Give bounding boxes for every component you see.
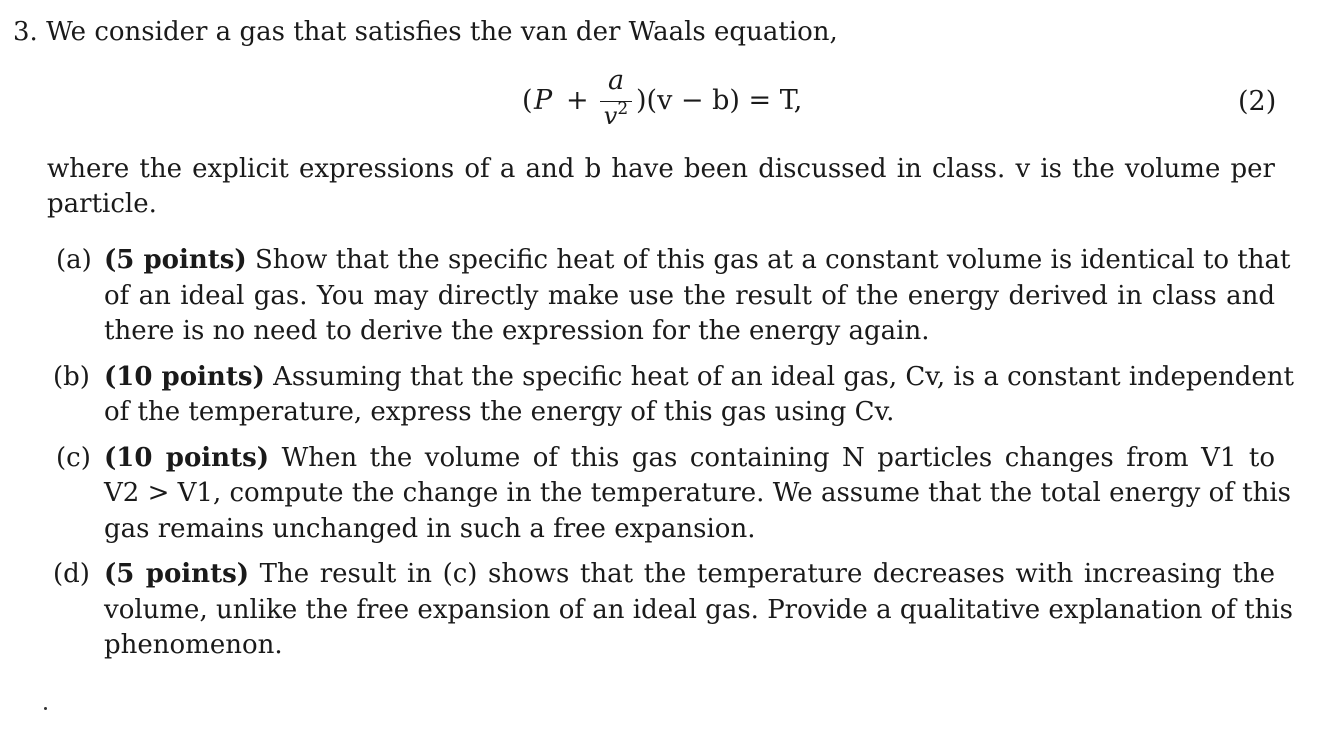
question-number: 3.	[13, 17, 38, 47]
eq-rest: )(v − b) = T,	[636, 85, 803, 116]
eq-fraction-denominator: $v^2$	[603, 99, 629, 130]
eq-fraction-numerator: a	[607, 65, 625, 96]
part-a-line-2: of an ideal gas. You may directly make use the result of the energy derived in class and	[104, 281, 1275, 311]
part-b-line-2: of the temperature, express the energy of this gas using Cv.	[104, 397, 895, 427]
eq-plus: +	[566, 85, 589, 116]
after-equation-line-1: where the explicit expressions of a and b have been discussed in class. v is the volume per	[47, 154, 1275, 184]
part-d-line-2: volume, unlike the free expansion of an ideal gas. Provide a qualitative explanation of this	[104, 595, 1293, 625]
part-a-line-3: there is no need to derive the expression for the energy again.	[104, 316, 930, 346]
question-header	[13, 15, 838, 50]
stray-dot	[44, 707, 47, 710]
part-d-label: (d)	[53, 559, 90, 589]
part-a-label: (a)	[56, 245, 92, 275]
part-a-line-1: (5 points) Show that the specific heat of this gas at a constant volume is identical to that	[104, 245, 1291, 275]
eq-open-paren: (	[522, 85, 533, 116]
equation-number: (2)	[1238, 86, 1277, 117]
after-equation-line-2: particle.	[47, 189, 157, 219]
part-b-label: (b)	[53, 362, 90, 392]
part-d-line-3: phenomenon.	[104, 630, 283, 660]
eq-pressure: P	[534, 85, 553, 116]
part-c-line-3: gas remains unchanged in such a free expansion.	[104, 514, 756, 544]
part-c-label: (c)	[56, 443, 91, 473]
part-b-line-1: (10 points) Assuming that the specific heat of an ideal gas, Cv, is a constant independent	[104, 362, 1294, 392]
part-c-line-2: V2 > V1, compute the change in the temperature. We assume that the total energy of this	[104, 478, 1291, 508]
part-c-line-1: (10 points) When the volume of this gas containing N particles changes from V1 to	[104, 443, 1275, 473]
question-intro: We consider a gas that satisfies the van der Waals equation,	[46, 17, 838, 47]
part-d-line-1: (5 points) The result in (c) shows that the temperature decreases with increasing the	[104, 559, 1275, 589]
